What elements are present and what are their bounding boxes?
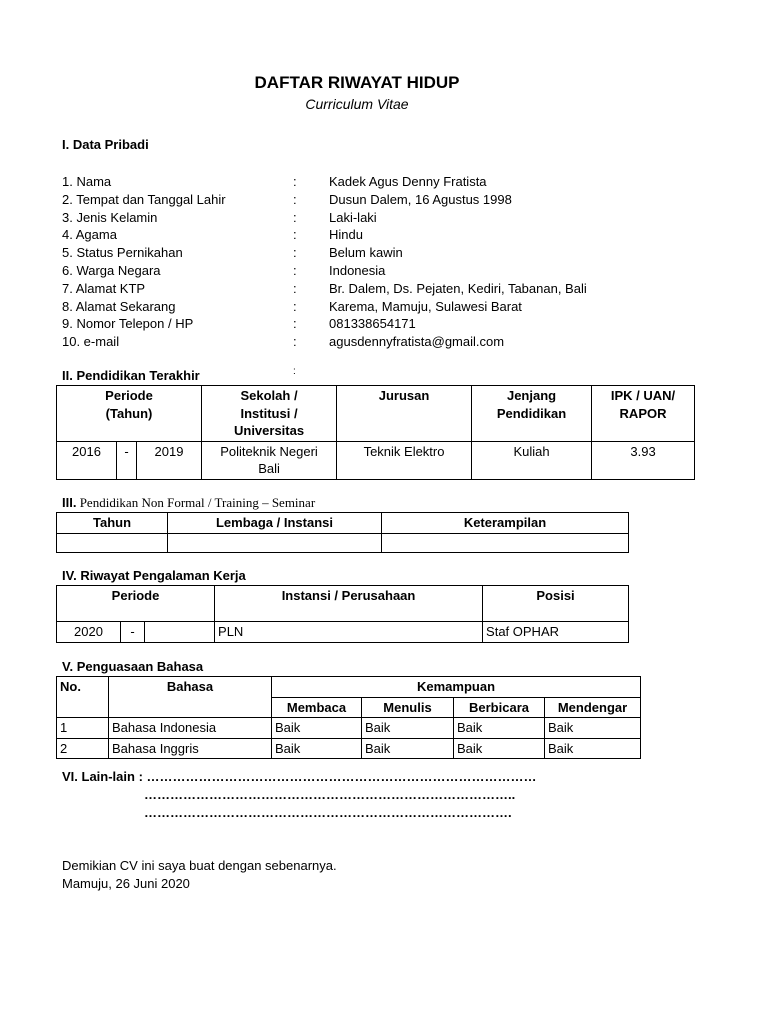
language-cell-membaca: Baik	[272, 718, 362, 739]
education-cell-end-year: 2019	[137, 441, 202, 479]
personal-row	[62, 226, 662, 244]
section-heading-other: VI. Lain-lain :	[62, 769, 147, 784]
language-header-mendengar: Mendengar	[545, 697, 641, 718]
section-heading-language: V. Penguasaan Bahasa	[62, 659, 204, 674]
section-heading-work: IV. Riwayat Pengalaman Kerja	[62, 568, 246, 583]
language-header-no: No.	[57, 677, 109, 718]
personal-label: 2. Tempat dan Tanggal Lahir	[62, 191, 226, 207]
language-cell-mendengar: Baik	[545, 738, 641, 759]
personal-separator: :	[293, 191, 297, 207]
language-table	[56, 676, 641, 759]
personal-value: Indonesia	[329, 262, 386, 278]
education-header-jurusan: Jurusan	[337, 386, 472, 442]
work-cell-dash: -	[121, 622, 145, 643]
language-cell-menulis: Baik	[362, 738, 454, 759]
education-header-sekolah: Sekolah / Institusi / Universitas	[202, 386, 337, 442]
personal-row	[62, 333, 662, 351]
personal-label: 1. Nama	[62, 174, 112, 189]
language-cell-bahasa: Bahasa Indonesia	[109, 718, 272, 739]
personal-separator: :	[293, 174, 297, 189]
language-header-bahasa: Bahasa	[109, 677, 272, 718]
personal-value: agusdennyfratista@gmail.com	[329, 334, 505, 350]
personal-label: 10. e-mail	[62, 334, 120, 350]
work-cell-start-year: 2020	[57, 622, 121, 643]
page-title: DAFTAR RIWAYAT HIDUP	[254, 73, 460, 92]
education-cell-jurusan: Teknik Elektro	[337, 441, 472, 479]
personal-separator: :	[293, 298, 297, 314]
work-header-periode: Periode	[57, 586, 215, 622]
education-cell-sekolah: Politeknik Negeri Bali	[202, 441, 337, 479]
work-table	[56, 585, 629, 643]
language-cell-no: 1	[57, 718, 109, 739]
education-header-ipk: IPK / UAN/ RAPOR	[592, 386, 695, 442]
language-row	[57, 718, 641, 739]
language-cell-berbicara: Baik	[454, 718, 545, 739]
training-heading-number: III.	[62, 495, 77, 510]
personal-separator: :	[293, 334, 297, 350]
personal-value: Laki-laki	[329, 209, 377, 225]
training-header-tahun: Tahun	[57, 513, 168, 534]
page-subtitle: Curriculum Vitae	[305, 96, 409, 112]
other-dotted-line: ………………………………………………………………………………	[146, 769, 537, 784]
work-header-instansi: Instansi / Perusahaan	[215, 586, 483, 622]
personal-label: 3. Jenis Kelamin	[62, 209, 158, 225]
personal-row	[62, 173, 662, 191]
language-header-membaca: Membaca	[272, 697, 362, 718]
personal-value: Br. Dalem, Ds. Pejaten, Kediri, Tabanan, Bali	[329, 280, 587, 296]
personal-row	[62, 191, 662, 209]
work-cell-instansi: PLN	[215, 622, 483, 643]
closing-statement: Demikian CV ini saya buat dengan sebenarnya.	[62, 858, 337, 873]
other-dotted-line: …………………………………………………………………………..	[144, 787, 516, 802]
personal-label: 9. Nomor Telepon / HP	[62, 316, 194, 332]
education-cell-dash: -	[117, 441, 137, 479]
education-cell-jenjang: Kuliah	[472, 441, 592, 479]
personal-separator: :	[293, 280, 297, 296]
other-dotted-line: ………………………………………………………………………….	[144, 805, 512, 820]
personal-row	[62, 209, 662, 227]
training-header-lembaga: Lembaga / Instansi	[168, 513, 382, 534]
personal-row	[62, 298, 662, 316]
education-cell-ipk: 3.93	[592, 441, 695, 479]
language-row	[57, 738, 641, 759]
education-header-jenjang: Jenjang Pendidikan	[472, 386, 592, 442]
language-header-berbicara: Berbicara	[454, 697, 545, 718]
work-header-posisi: Posisi	[483, 586, 629, 622]
work-cell-empty	[145, 622, 215, 643]
personal-row	[62, 280, 662, 298]
section-heading-personal: I. Data Pribadi	[62, 137, 149, 152]
personal-data-list	[62, 173, 662, 351]
training-cell-empty	[168, 533, 382, 552]
work-cell-posisi: Staf OPHAR	[483, 622, 629, 643]
personal-label: 8. Alamat Sekarang	[62, 298, 176, 314]
personal-label: 4. Agama	[62, 227, 117, 243]
personal-separator: :	[293, 209, 297, 225]
training-cell-empty	[57, 533, 168, 552]
closing-place-date: Mamuju, 26 Juni 2020	[62, 876, 190, 891]
personal-value: Karema, Mamuju, Sulawesi Barat	[329, 298, 522, 314]
language-header-kemampuan: Kemampuan	[272, 677, 641, 698]
training-table	[56, 512, 629, 553]
personal-row	[62, 244, 662, 262]
training-header-keterampilan: Keterampilan	[382, 513, 629, 534]
personal-label: 7. Alamat KTP	[62, 280, 146, 296]
section-heading-education: II. Pendidikan Terakhir	[62, 368, 200, 383]
personal-value: Kadek Agus Denny Fratista	[329, 174, 487, 189]
education-header-periode: Periode (Tahun)	[57, 386, 202, 442]
training-heading-text: Pendidikan Non Formal / Training – Seminar	[76, 495, 316, 510]
section-other-line-1	[62, 769, 537, 784]
language-header-menulis: Menulis	[362, 697, 454, 718]
personal-row	[62, 262, 662, 280]
personal-label: 6. Warga Negara	[62, 262, 161, 278]
personal-value: Hindu	[329, 227, 363, 243]
personal-row	[62, 315, 662, 333]
language-cell-berbicara: Baik	[454, 738, 545, 759]
personal-separator: :	[293, 262, 297, 278]
personal-value: Dusun Dalem, 16 Agustus 1998	[329, 191, 512, 207]
education-cell-start-year: 2016	[57, 441, 117, 479]
language-cell-no: 2	[57, 738, 109, 759]
education-table	[56, 385, 695, 480]
section-heading-colon: :	[293, 366, 296, 377]
personal-label: 5. Status Pernikahan	[62, 245, 183, 261]
language-cell-menulis: Baik	[362, 718, 454, 739]
personal-separator: :	[293, 245, 297, 261]
language-cell-mendengar: Baik	[545, 718, 641, 739]
section-heading-training	[62, 495, 315, 511]
personal-separator: :	[293, 227, 297, 243]
personal-value: 081338654171	[329, 316, 416, 332]
personal-separator: :	[293, 316, 297, 332]
personal-value: Belum kawin	[329, 245, 403, 261]
language-cell-bahasa: Bahasa Inggris	[109, 738, 272, 759]
training-cell-empty	[382, 533, 629, 552]
language-cell-membaca: Baik	[272, 738, 362, 759]
